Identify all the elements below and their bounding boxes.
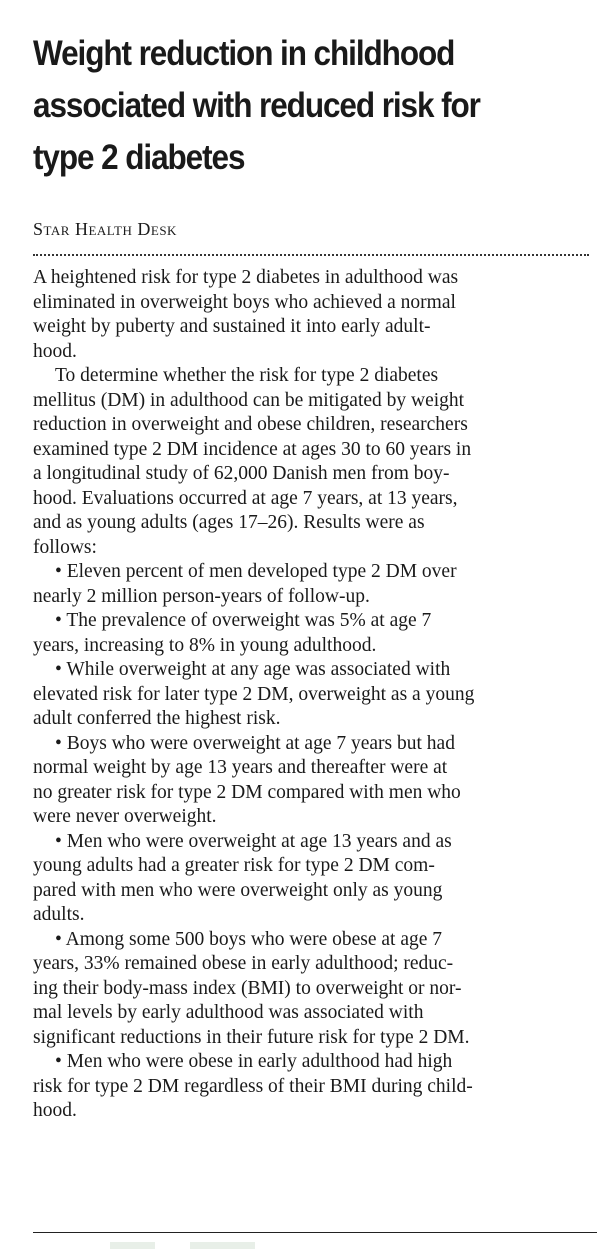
next-article-fragment: [190, 1242, 255, 1249]
headline-line: associated with reduced risk for: [33, 86, 480, 125]
bullet-line: normal weight by age 13 years and thereafter were at: [33, 757, 448, 778]
intro-line: hood.: [33, 340, 77, 362]
body-line: examined type 2 DM incidence at ages 30 to 60 years in: [33, 438, 472, 460]
bullet-line: years, 33% remained obese in early adulthood; reduc-: [33, 953, 454, 974]
body-line: mellitus (DM) in adulthood can be mitigated by weight: [33, 389, 465, 411]
body-line: reduction in overweight and obese children, researchers: [33, 414, 468, 435]
bullet-line: hood.: [33, 1100, 77, 1121]
bullet-line: no greater risk for type 2 DM compared with men who: [33, 781, 461, 803]
bullet-line: mal levels by early adulthood was associated with: [33, 1002, 424, 1023]
headline-line: type 2 diabetes: [33, 138, 245, 177]
bullet-line: elevated risk for later type 2 DM, overweight as a young: [33, 683, 475, 705]
bullet-line: risk for type 2 DM regardless of their BMI during child-: [33, 1075, 473, 1097]
bullet-line: • Men who were overweight at age 13 years and as: [55, 830, 452, 852]
body-line: follows:: [33, 536, 97, 558]
bullet-line: • Men who were obese in early adulthood had high: [55, 1051, 453, 1072]
bullet-line: adult conferred the highest risk.: [33, 708, 281, 729]
article: [33, 28, 598, 1124]
dotted-divider: [33, 254, 589, 256]
article-body: [33, 266, 598, 1124]
next-article-fragment: [110, 1242, 155, 1249]
body-line: and as young adults (ages 17–26). Results were as: [33, 512, 425, 533]
body-line: hood. Evaluations occurred at age 7 years, at 13 years,: [33, 487, 458, 509]
bullet-line: • While overweight at any age was associated with: [55, 659, 451, 680]
bullet-line: significant reductions in their future risk for type 2 DM.: [33, 1026, 470, 1048]
bullet-line: • Boys who were overweight at age 7 years but had: [55, 732, 455, 754]
bullet-line: pared with men who were overweight only as young: [33, 879, 443, 901]
bullet-line: years, increasing to 8% in young adulthood.: [33, 634, 377, 656]
bullet-line: • Eleven percent of men developed type 2 DM over: [55, 561, 457, 582]
headline-line: Weight reduction in childhood: [33, 34, 455, 73]
bullet-line: ing their body-mass index (BMI) to overweight or nor-: [33, 977, 462, 999]
body-line: To determine whether the risk for type 2 diabetes: [55, 365, 439, 386]
bullet-line: young adults had a greater risk for type 2 DM com-: [33, 855, 435, 876]
intro-line: eliminated in overweight boys who achieved a normal: [33, 291, 456, 313]
bullet-line: were never overweight.: [33, 806, 217, 827]
bullet-line: • Among some 500 boys who were obese at age 7: [55, 928, 443, 950]
bullet-line: • The prevalence of overweight was 5% at age 7: [55, 610, 432, 631]
intro-line: A heightened risk for type 2 diabetes in adulthood was: [33, 267, 459, 288]
bullet-line: adults.: [33, 904, 85, 925]
headline: [33, 28, 591, 184]
bottom-rule: [33, 1232, 597, 1233]
body-line: a longitudinal study of 62,000 Danish men from boy-: [33, 463, 450, 484]
bullet-line: nearly 2 million person-years of follow-up.: [33, 585, 370, 607]
byline: Star Health Desk: [33, 219, 177, 239]
intro-line: weight by puberty and sustained it into early adult-: [33, 316, 431, 337]
